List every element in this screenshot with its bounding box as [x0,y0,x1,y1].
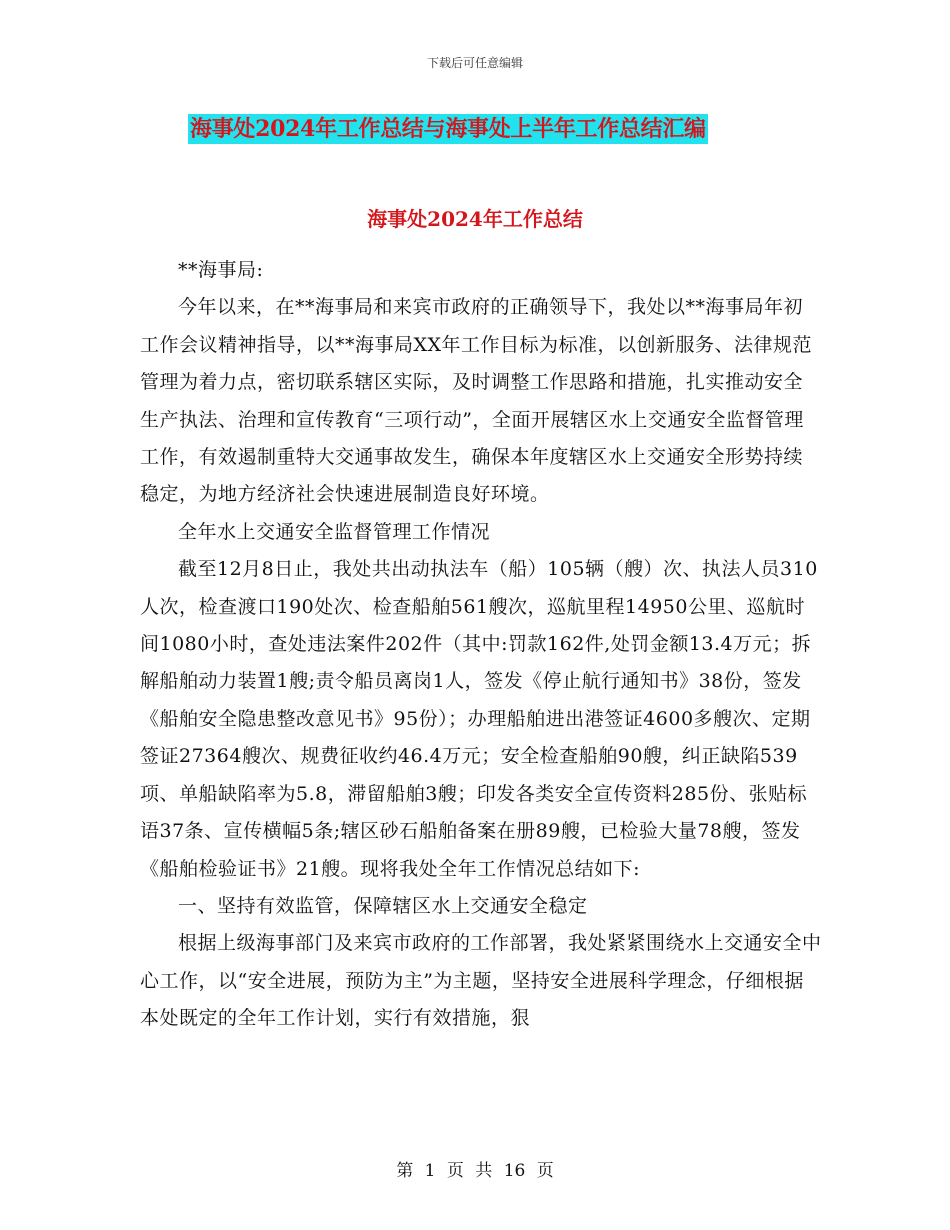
paragraph-intro: 今年以来，在**海事局和来宾市政府的正确领导下，我处以**海事局年初工作会议精神指导，以**海事局XX年工作目标为标准，以创新服务、法律规范管理为着力点，密切联系辖区实际，及时调整工作思路和措施，扎实推动安全生产执法、治理和宣传教育“三项行动”，全面开展辖区水上交通安全监督管理工作，有效遏制重特大交通事故发生，确保本年度辖区水上交通安全形势持续稳定，为地方经济社会快速进展制造良好环境。 [140,296,813,506]
document-title: 海事处2024年工作总结与海事处上半年工作总结汇编 [190,116,706,142]
header-note: 下载后可任意编辑 [426,56,523,70]
paragraph-statistics: 截至12月8日止，我处共出动执法车（船）105辆（艘）次、执法人员310人次，检查渡口190处次、检查船舶561艘次，巡航里程14950公里、巡航时间1080小时，查处违法案件202件（其中:罚款162件,处罚金额13.4万元；拆解船舶动力装置1艘;责令船员离岗1人，签发《停止航行通知书》38份，签发《船舶安全隐患整改意见书》95份）；办理船舶进出港签证4600多艘次、定期签证27364艘次、规费征收约46.4万元；安全检查船舶90艘，纠正缺陷539 项、单船缺陷率为5.8，滞留船舶3艘；印发各类安全宣传资料285份、张贴标语37条、宣传横幅5条;辖区砂石船舶备案在册89艘，已检验大量78艘，签发《船舶检验证书》21艘。现将我处全年工作情况总结如下: [140,558,818,880]
paragraph-heading-1: 一、坚持有效监管，保障辖区水上交通安全稳定 [178,894,588,917]
paragraph-heading-overview: 全年水上交通安全监督管理工作情况 [178,520,491,543]
salutation: **海事局: [178,259,264,281]
section-title: 海事处2024年工作总结 [367,207,583,231]
document-body [140,252,822,1038]
paragraph-supervision: 根据上级海事部门及来宾市政府的工作部署，我处紧紧围绕水上交通安全中心工作，以“安全进展，预防为主”为主题，坚持安全进展科学理念，仔细根据本处既定的全年工作计划，实行有效措施，狠 [140,932,822,1030]
page-number: 第 1 页 共 16 页 [396,1161,554,1181]
